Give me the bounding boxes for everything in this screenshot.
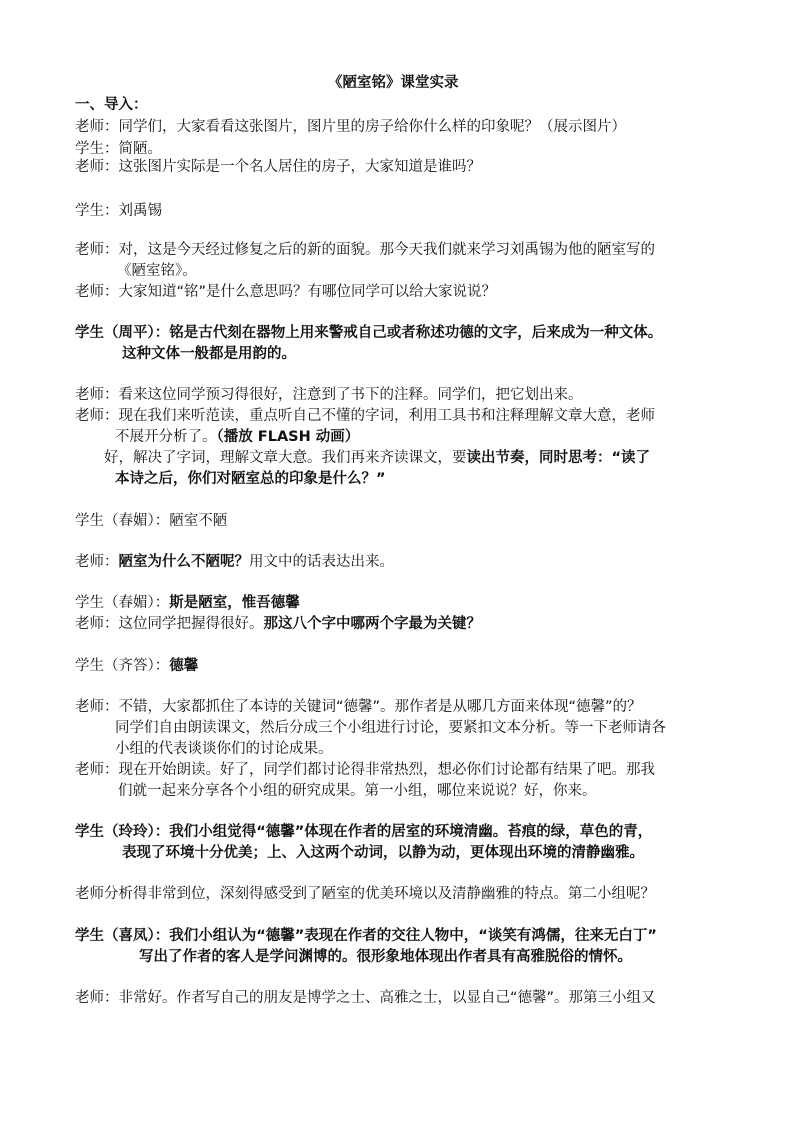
speaker-label: 老师： bbox=[75, 554, 119, 570]
line-text: 铭是古代刻在器物上用来警戒自己或者称述功德的文字，后来成为一种文体。 bbox=[169, 325, 663, 341]
question-text: 读出节奏，同时思考：“读了 bbox=[466, 450, 651, 466]
dialogue-line bbox=[75, 551, 394, 573]
speaker-label: 老师： bbox=[75, 159, 119, 175]
line-text: 大家知道“铭”是什么意思吗？有哪位同学可以给大家说说？ bbox=[118, 284, 497, 300]
line-text: 现在开始朗读。好了，同学们都讨论得非常热烈，想必你们讨论都有结果了吧。那我 bbox=[118, 762, 655, 778]
dialogue-line bbox=[75, 613, 481, 635]
line-text: 对，这是今天经过修复之后的新的面貌。那今天我们就来学习刘禹锡为他的陋室写的 bbox=[118, 242, 655, 258]
line-continuation: 《陋室铭》。 bbox=[117, 263, 197, 279]
speaker-label: 学生（齐答）： bbox=[75, 658, 170, 674]
dialogue-line bbox=[75, 239, 655, 261]
dialogue-line bbox=[75, 925, 657, 947]
speaker-label: 学生（周平）： bbox=[75, 325, 170, 341]
document-title: 《陋室铭》课堂实录 bbox=[328, 75, 459, 91]
line-continuation: 不展开分析了。（播放 FLASH 动画） bbox=[115, 429, 360, 445]
line-text: 好，解决了字词，理解文章大意。我们再来齐读课文，要 bbox=[104, 450, 467, 466]
speaker-label: 老师： bbox=[75, 387, 119, 403]
speaker-label: 学生（喜凤）： bbox=[75, 928, 170, 944]
line-text: 简陋。 bbox=[118, 141, 162, 157]
dialogue-line bbox=[75, 281, 496, 303]
dialogue-line bbox=[75, 322, 662, 344]
speaker-label: 学生（春媚）： bbox=[75, 513, 170, 529]
line-continuation: 这种文体一般都是用韵的。 bbox=[122, 346, 296, 362]
speaker-label: 老师： bbox=[75, 284, 119, 300]
speaker-label: 老师： bbox=[75, 699, 119, 715]
dialogue-line bbox=[75, 696, 642, 718]
line-text: 斯是陋室，惟吾德馨 bbox=[169, 595, 300, 611]
speaker-label: 老师： bbox=[75, 616, 119, 632]
line-text: 陋室不陋 bbox=[169, 513, 228, 529]
speaker-label: 老师： bbox=[75, 408, 119, 424]
line-text: 同学们，大家看看这张图片，图片里的房子给你什么样的印象呢？（展示图片） bbox=[118, 119, 626, 135]
dialogue-line bbox=[75, 883, 655, 905]
question-text: 陋室为什么不陋呢？ bbox=[118, 554, 249, 570]
section-heading: 一、导入： bbox=[75, 97, 148, 113]
line-text: 用文中的话表达出来。 bbox=[249, 554, 394, 570]
flash-note: （播放 FLASH 动画） bbox=[216, 429, 360, 445]
dialogue-line bbox=[75, 116, 626, 138]
line-continuation: 同学们自由朗读课文，然后分成三个小组进行讨论，要紧扣文本分析。等一下老师请各 bbox=[115, 720, 666, 736]
speaker-label: 老师： bbox=[75, 119, 119, 135]
dialogue-line bbox=[75, 987, 656, 1009]
line-text: 德馨 bbox=[169, 658, 199, 674]
speaker-label: 老师： bbox=[75, 242, 119, 258]
line-text: 我们小组认为“德馨”表现在作者的交往人物中，“谈笑有鸿儒，往来无白丁” bbox=[169, 928, 657, 944]
dialogue-line bbox=[75, 200, 162, 222]
line-text: 分析得非常到位，深刻得感受到了陋室的优美环境以及清静幽雅的特点。第二小组呢？ bbox=[104, 886, 655, 902]
dialogue-line bbox=[75, 510, 227, 532]
dialogue-line bbox=[75, 592, 300, 614]
line-text: 现在我们来听范读，重点听自己不懂的字词，利用工具书和注释理解文章大意，老师 bbox=[118, 408, 655, 424]
line-text: 这张图片实际是一个名人居住的房子，大家知道是谁吗？ bbox=[118, 159, 481, 175]
line-continuation: 小组的代表谈谈你们的讨论成果。 bbox=[115, 741, 333, 757]
line-continuation: 表现了环境十分优美；上、入这两个动词，以静为动，更体现出环境的清静幽雅。 bbox=[122, 845, 644, 861]
line-text: 这位同学把握得很好。 bbox=[118, 616, 264, 632]
speaker-label: 学生（春媚）： bbox=[75, 595, 170, 611]
line-text: 不错，大家都抓住了本诗的关键词“德馨”。那作者是从哪几方面来体现“德馨”的？ bbox=[118, 699, 642, 715]
speaker-label: 老师： bbox=[75, 762, 119, 778]
line-continuation: 们就一起来分享各个小组的研究成果。第一小组，哪位来说说？好，你来。 bbox=[118, 783, 597, 799]
dialogue-line bbox=[75, 655, 198, 677]
dialogue-line bbox=[75, 156, 481, 178]
line-continuation: 本诗之后，你们对陋室总的印象是什么？” bbox=[115, 471, 386, 487]
dialogue-line bbox=[75, 405, 655, 427]
dialogue-line bbox=[75, 759, 655, 781]
question-text: 那这八个字中哪两个字最为关键？ bbox=[263, 616, 481, 632]
line-text: 刘禹锡 bbox=[118, 203, 162, 219]
dialogue-line bbox=[104, 447, 650, 469]
line-text: 非常好。作者写自己的朋友是博学之士、高雅之士，以显自己“德馨”。那第三小组又 bbox=[118, 990, 656, 1006]
line-text: 看来这位同学预习得很好，注意到了书下的注释。同学们，把它划出来。 bbox=[118, 387, 583, 403]
dialogue-line bbox=[75, 821, 652, 843]
line-continuation: 写出了作者的客人是学问渊博的。很形象地体现出作者具有高雅脱俗的情怀。 bbox=[139, 949, 632, 965]
dialogue-line bbox=[75, 384, 583, 406]
speaker-label: 学生（玲玲）： bbox=[75, 824, 170, 840]
speaker-label: 学生： bbox=[75, 141, 119, 157]
speaker-label: 学生： bbox=[75, 203, 119, 219]
speaker-label: 老师 bbox=[75, 886, 104, 902]
speaker-label: 老师： bbox=[75, 990, 119, 1006]
line-text: 我们小组觉得“德馨”体现在作者的居室的环境清幽。苔痕的绿，草色的青， bbox=[169, 824, 653, 840]
